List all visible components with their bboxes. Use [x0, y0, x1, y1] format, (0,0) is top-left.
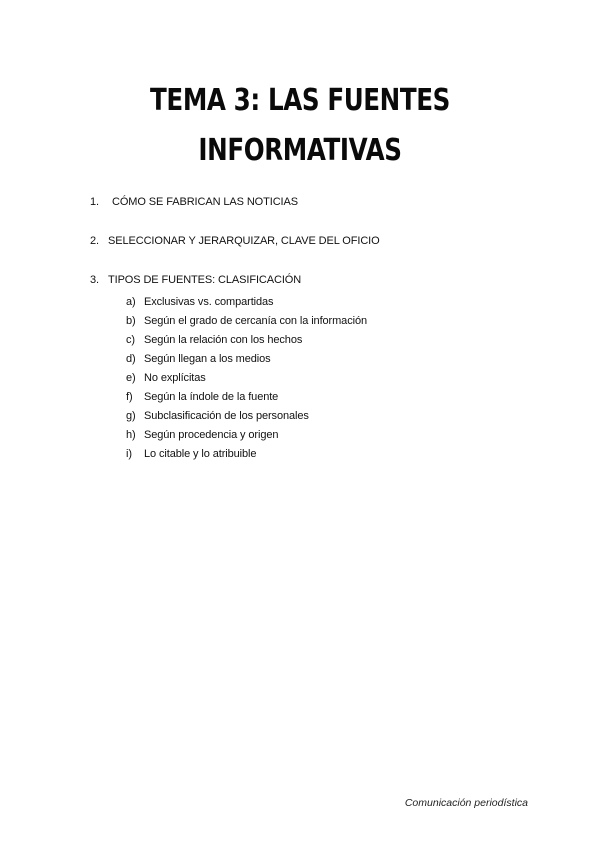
subitem-label: Según llegan a los medios — [144, 353, 271, 365]
list-item — [126, 426, 367, 445]
subitem-letter: i) — [126, 448, 132, 460]
subitem-letter: a) — [126, 296, 136, 308]
subitem-label: Según la índole de la fuente — [144, 391, 279, 403]
list-item — [126, 350, 367, 369]
subitem-label: Subclasificación de los personales — [144, 410, 309, 422]
list-item — [126, 369, 367, 388]
toc-label: TIPOS DE FUENTES: CLASIFICACIÓN — [108, 274, 302, 286]
list-item — [126, 331, 367, 350]
subitem-letter: b) — [126, 315, 136, 327]
toc-label: CÓMO SE FABRICAN LAS NOTICIAS — [112, 196, 298, 208]
toc-number: 1. — [90, 196, 99, 208]
subitem-letter: c) — [126, 334, 135, 346]
page-footer: Comunicación periodística — [404, 797, 528, 809]
toc-item-1 — [90, 196, 298, 208]
list-item — [126, 293, 367, 312]
subitem-label: No explícitas — [144, 372, 206, 384]
toc-label: SELECCIONAR Y JERARQUIZAR, CLAVE DEL OFICIO — [108, 235, 380, 247]
subitem-list — [126, 293, 367, 464]
subitem-letter: e) — [126, 372, 136, 384]
toc-number: 2. — [90, 235, 99, 247]
toc-item-2 — [90, 235, 380, 247]
toc-number: 3. — [90, 274, 99, 286]
toc-item-3 — [90, 274, 301, 286]
title-line-2: INFORMATIVAS — [198, 133, 402, 168]
subitem-label: Según procedencia y origen — [144, 429, 279, 441]
subitem-letter: h) — [126, 429, 136, 441]
list-item — [126, 388, 367, 407]
list-item — [126, 445, 367, 464]
subitem-label: Según la relación con los hechos — [144, 334, 303, 346]
subitem-letter: d) — [126, 353, 136, 365]
list-item — [126, 407, 367, 426]
list-item — [126, 312, 367, 331]
page-title — [54, 76, 546, 176]
subitem-label: Exclusivas vs. compartidas — [144, 296, 274, 308]
title-line-1: TEMA 3: LAS FUENTES — [150, 83, 450, 118]
subitem-letter: g) — [126, 410, 136, 422]
subitem-label: Lo citable y lo atribuible — [144, 448, 257, 460]
subitem-label: Según el grado de cercanía con la información — [144, 315, 367, 327]
subitem-letter: f) — [126, 391, 133, 403]
